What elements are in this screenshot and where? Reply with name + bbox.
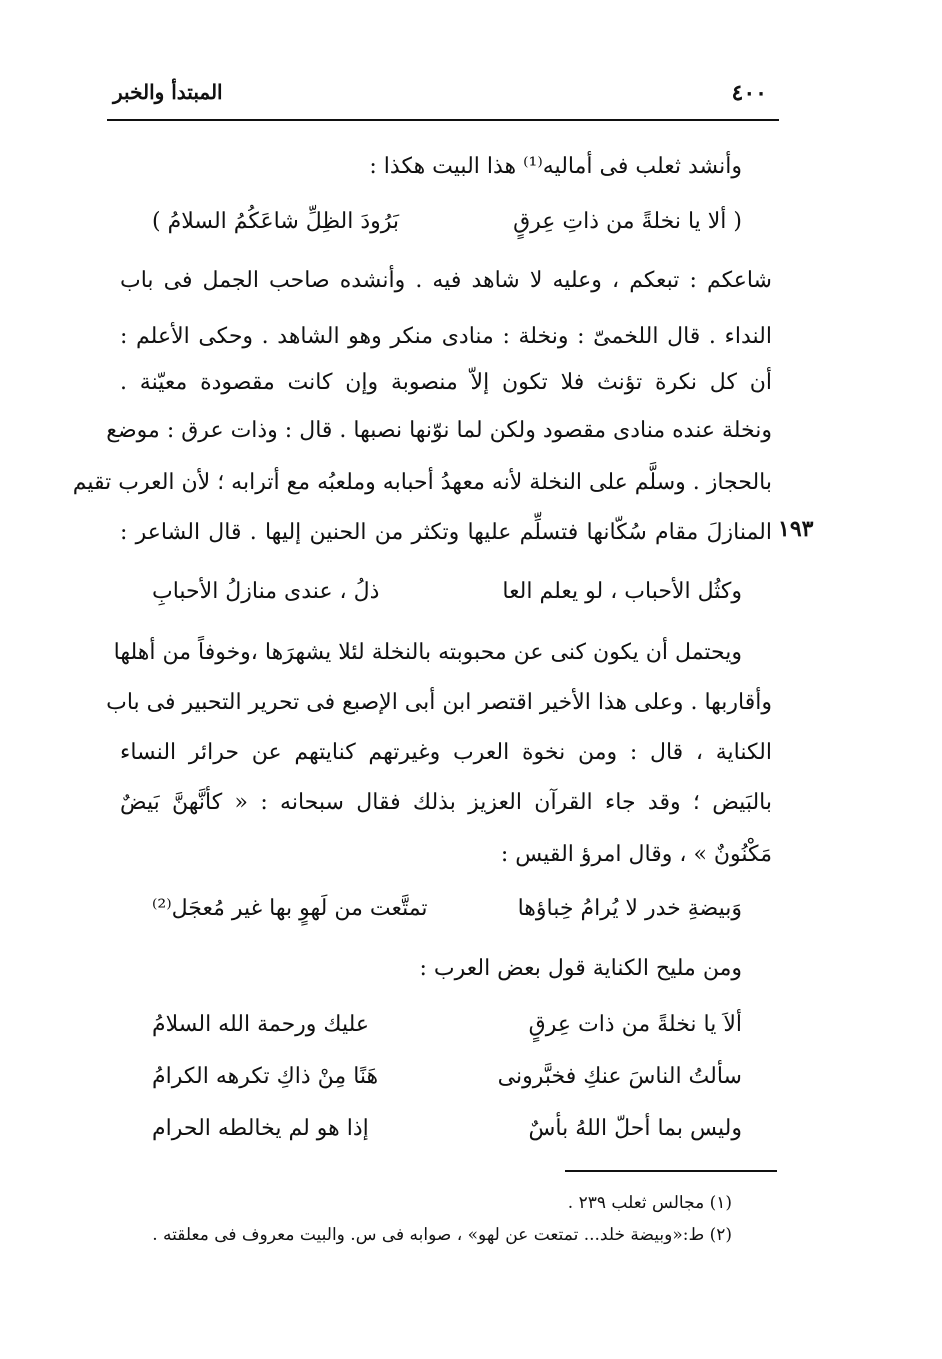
text-line: بالبَيض ؛ وقد جاء القرآن العزيز بذلك فقال سبحانه : « كأنَّهنَّ بَيضٌ [120, 790, 772, 815]
page-header [107, 80, 775, 116]
verse-second-hemistich: هَنًا مِنْ ذاكِ تكرهه الكرامُ [152, 1064, 379, 1089]
text-line: وأقاربها . وعلى هذا الأخير اقتصر ابن أبى الإصبع فى تحرير التحبير فى باب [106, 690, 772, 715]
text-line: الكناية ، قال : ومن نخوة العرب وغيرتهم كنايتهم عن حرائر النساء [120, 740, 772, 765]
margin-number: ١٩٣ [778, 516, 814, 542]
verse-first-hemistich: سألتُ الناسَ عنكِ فخبَّرونى [497, 1064, 742, 1089]
footnote: (١) مجالس ثعلب ٢٣٩ . [567, 1193, 732, 1213]
running-title: المبتدأ والخبر [113, 80, 223, 104]
verse-second-hemistich: إذا هو لم يخالطه الحرام [152, 1116, 369, 1141]
footnote: (٢) ط:«وبيضة خلد... تمتعت عن لهو» ، صوابه فى س. والبيت معروف فى معلقته . [152, 1225, 732, 1245]
text-line: ومن مليح الكناية قول بعض العرب : [419, 956, 742, 981]
verse-second-hemistich: عليك ورحمة الله السلامُ [152, 1012, 370, 1037]
verse-first-hemistich: وَبيضةِ خدر لا يُرامُ خِباؤها [517, 896, 742, 921]
text-line: شاعكم : تبعكم ، وعليه لا شاهد فيه . وأنشده صاحب الجمل فى باب [120, 268, 772, 293]
verse-second-hemistich: تمتَّعت من لَهوٍ بها غير مُعجَل⁽²⁾ [152, 896, 428, 921]
text-line: مَكْنُونٌ » ، وقال امرؤ القيس : [500, 842, 772, 867]
text-line: ويحتمل أن يكون كنى عن محبوبته بالنخلة لئلا يشهرَها ،وخوفاً من أهلها [113, 640, 742, 665]
header-rule [107, 119, 779, 121]
page-number: ٤٠٠ [731, 80, 767, 106]
verse-first-hemistich: ألاَ يا نخلةً من ذات عِرقٍ [528, 1012, 742, 1037]
verse-second-hemistich: ذلُ ، عندى منازلُ الأحبابِ [152, 579, 380, 604]
verse-first-hemistich: وكثُل الأحباب ، لو يعلم العا [502, 579, 742, 604]
verse-first-hemistich: وليس بما أحلّ اللهُ بأسٌ [528, 1116, 742, 1141]
verse-second-hemistich: بَرُودَ الظِلِّ شاعَكُمُ السلامُ ) [152, 209, 400, 234]
footnote-rule [565, 1170, 777, 1172]
text-line: النداء . قال اللخمىّ : ونخلة : منادى منكر وهو الشاهد . وحكى الأعلم : [120, 324, 772, 349]
text-line: ونخلة عنده منادى مقصود ولكن لما نوّنها نصبها . قال : وذات عرق : موضع [106, 418, 772, 443]
verse-first-hemistich: ( ألا يا نخلةً من ذاتِ عِرقٍ [513, 209, 742, 234]
text-line: بالحجاز . وسلَّم على النخلة لأنه معهدُ أحبابه وملعبُه مع أترابه ؛ لأن العرب تقيم [72, 470, 772, 495]
text-line: أن كل نكرة تؤنث فلا تكون إلاّ منصوبة وإن كانت مقصودة معيّنة . [120, 370, 772, 395]
text-line: المنازلَ مقام سُكّانها فتسلِّم عليها وتكثر من الحنين إليها . قال الشاعر : [120, 520, 772, 545]
text-line: وأنشد ثعلب فى أماليه⁽¹⁾ هذا البيت هكذا : [369, 154, 742, 179]
